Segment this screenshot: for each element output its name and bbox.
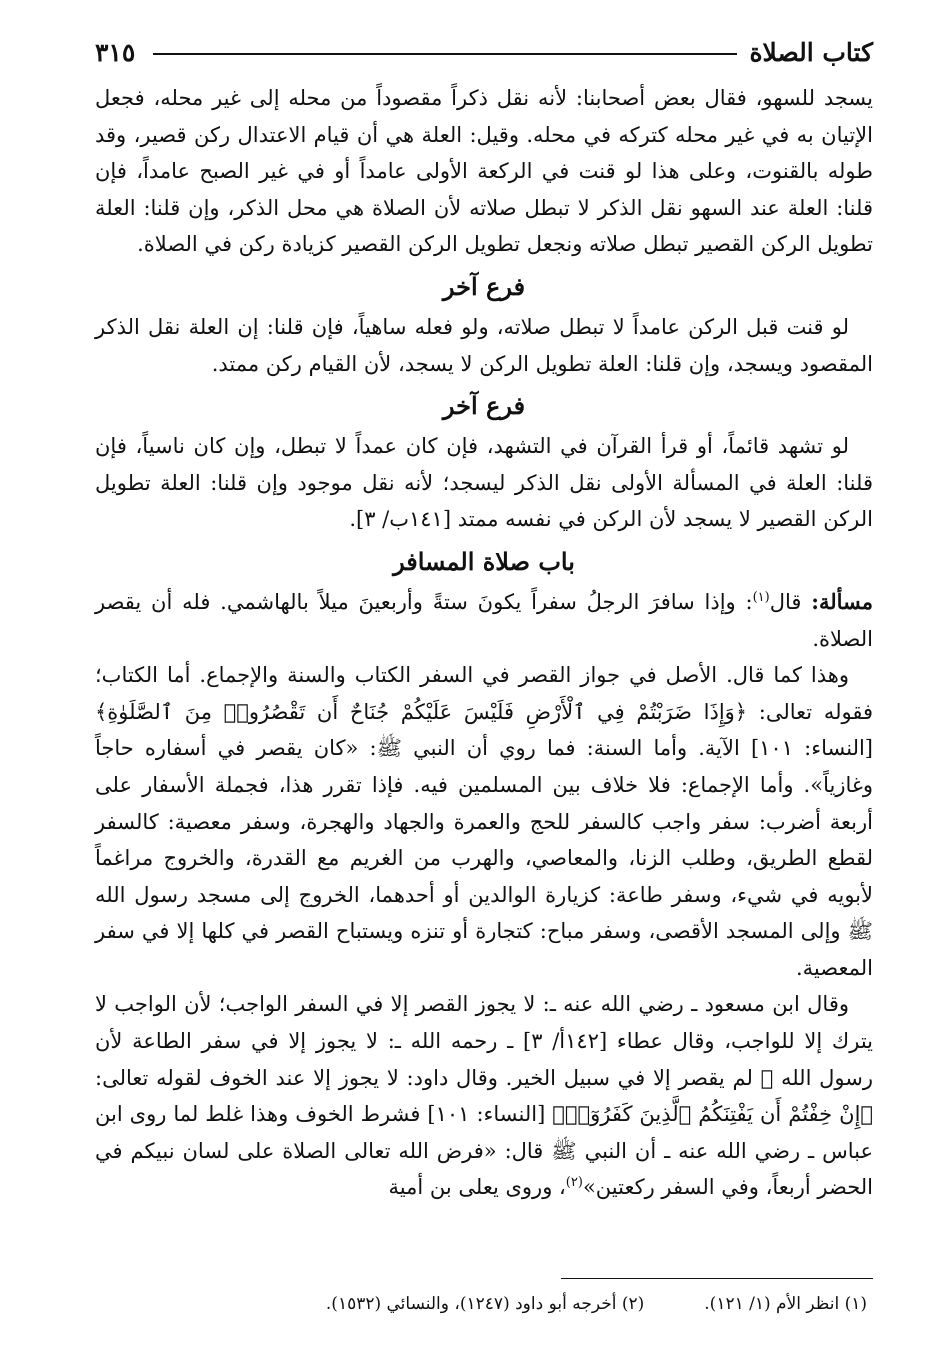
page-number: ٣١٥ — [95, 37, 136, 67]
paragraph-1: يسجد للسهو، فقال بعض أصحابنا: لأنه نقل ذكراً مقصوداً من محله إلى غير محله، فجعل الإتيان به في غير محله كتركه في محله. وقيل: العلة هي أن قيام الاعتدال ركن قصير، وقد طوله بالقنوت، وعلى هذا لو قنت في الركعة الأولى عامداً أو في غير الصبح عامداً، فإن قلنا: العلة عند السهو نقل الذكر لا تبطل صلاته لأن الصلاة هي محل الذكر، وإن قلنا: العلة تطويل الركن القصير تبطل صلاته ونجعل تطويل الركن القصير كزيادة ركن في الصلاة. — [95, 86, 873, 257]
header-rule — [153, 53, 737, 55]
paragraph-5: وهذا كما قال. الأصل في جواز القصر في السفر الكتاب والسنة والإجماع. أما الكتاب؛ فقوله تعالى: ﴿وَإِذَا ضَرَبْتُمْ فِي ٱلْأَرْضِ فَلَيْسَ عَلَيْكُمْ جُنَاحٌ أَن تَقْصُرُوا۟ مِنَ ٱلصَّلَوٰةِ﴾ [النساء: ١٠١] الآية. وأما السنة: فما روي أن النبي ﷺ: «كان يقصر في أسفاره حاجاً وغازياً». وأما الإجماع: فلا خلاف بين المسلمين فيه. فإذا تقرر هذا، فجملة الأسفار على أربعة أضرب: سفر واجب كالسفر للحج والعمرة والجهاد والهجرة، وسفر معصية: كالسفر لقطع الطريق، وطلب الزنا، والمعاصي، والهرب من الغريم مع القدرة، والخروج مراغماً لأبويه في شيء، وسفر طاعة: كزيارة الوالدين أو أحدهما، الخروج إلى مسجد رسول الله ﷺ وإلى المسجد الأقصى، وسفر مباح: كتجارة أو تنزه ويستباح القصر في كلها إلا في سفر المعصية. — [95, 663, 873, 980]
footnote-ref-2: (٢) — [565, 1175, 583, 1191]
paragraph-6-text-a: وقال ابن مسعود ـ رضي الله عنه ـ: لا يجوز القصر إلا في السفر الواجب؛ لأن الواجب لا يترك إلا للواجب، وقال عطاء [١٤٢أ/ ٣] ـ رحمه الله ـ: لا يجوز إلا في سفر الطاعة لأن رسول الله ﷺ لم يقصر إلا في سبيل الخير. وقال داود: لا يجوز إلا عند الخوف لقوله تعالى: ﴿إِنْ خِفْتُمْ أَن يَفْتِنَكُمُ ٱلَّذِينَ كَفَرُوٓا۟﴾ [النساء: ١٠١] فشرط الخوف وهذا غلط لما روى ابن عباس ـ رضي الله عنه ـ أن النبي ﷺ قال: «فرض الله تعالى الصلاة على لسان نبيكم في الحضر أربعاً، وفي السفر ركعتين» — [95, 992, 874, 1200]
chapter-heading: باب صلاة المسافر — [393, 546, 575, 576]
footnote-ref-1: (١) — [752, 589, 770, 605]
footnotes — [95, 1278, 873, 1317]
paragraph-6 — [95, 986, 873, 1206]
section-heading-2: فرع آخر — [442, 391, 526, 421]
paragraph-3: لو تشهد قائماً، أو قرأ القرآن في التشهد، فإن كان عمداً لا تبطل، وإن كان ناسياً، فإن قلنا: العلة في المسألة الأولى نقل الذكر ليسجد؛ لأنه نقل موجود وإن قلنا: العلة تطويل الركن القصير لا يسجد لأن الركن في نفسه ممتد [١٤١ب/ ٣]. — [95, 434, 873, 532]
footnote-1: (١) انظر الأم (١/ ١٢١). — [704, 1294, 867, 1314]
paragraph-2: لو قنت قبل الركن عامداً لا تبطل صلاته، ولو فعله ساهياً، فإن قلنا: إن العلة نقل الذكر المقصود ويسجد، وإن قلنا: العلة تطويل الركن لا يسجد، لأن القيام ركن ممتد. — [95, 314, 873, 376]
issue-label: مسألة: — [811, 588, 873, 614]
paragraph-4-text-b: : وإذا سافرَ الرجلُ سفراً يكونَ ستةً وأربعينَ ميلاً بالهاشمي. فله أن يقصر الصلاة. — [95, 589, 873, 651]
footnote-2: (٢) أخرجه أبو داود (١٢٤٧)، والنسائي (١٥٣٢). — [325, 1294, 645, 1314]
chapter-title: كتاب الصلاة — [749, 37, 873, 67]
section-heading-1: فرع آخر — [442, 271, 526, 301]
page-body — [95, 80, 873, 1206]
paragraph-6-text-b: ، وروى يعلى بن أمية — [388, 1175, 566, 1200]
book-page — [95, 30, 873, 1206]
footnote-rule — [561, 1278, 873, 1279]
paragraph-4-text-a: قال — [769, 589, 812, 614]
footnote-row — [95, 1291, 873, 1317]
page-header — [95, 30, 873, 74]
paragraph-4 — [95, 584, 873, 657]
